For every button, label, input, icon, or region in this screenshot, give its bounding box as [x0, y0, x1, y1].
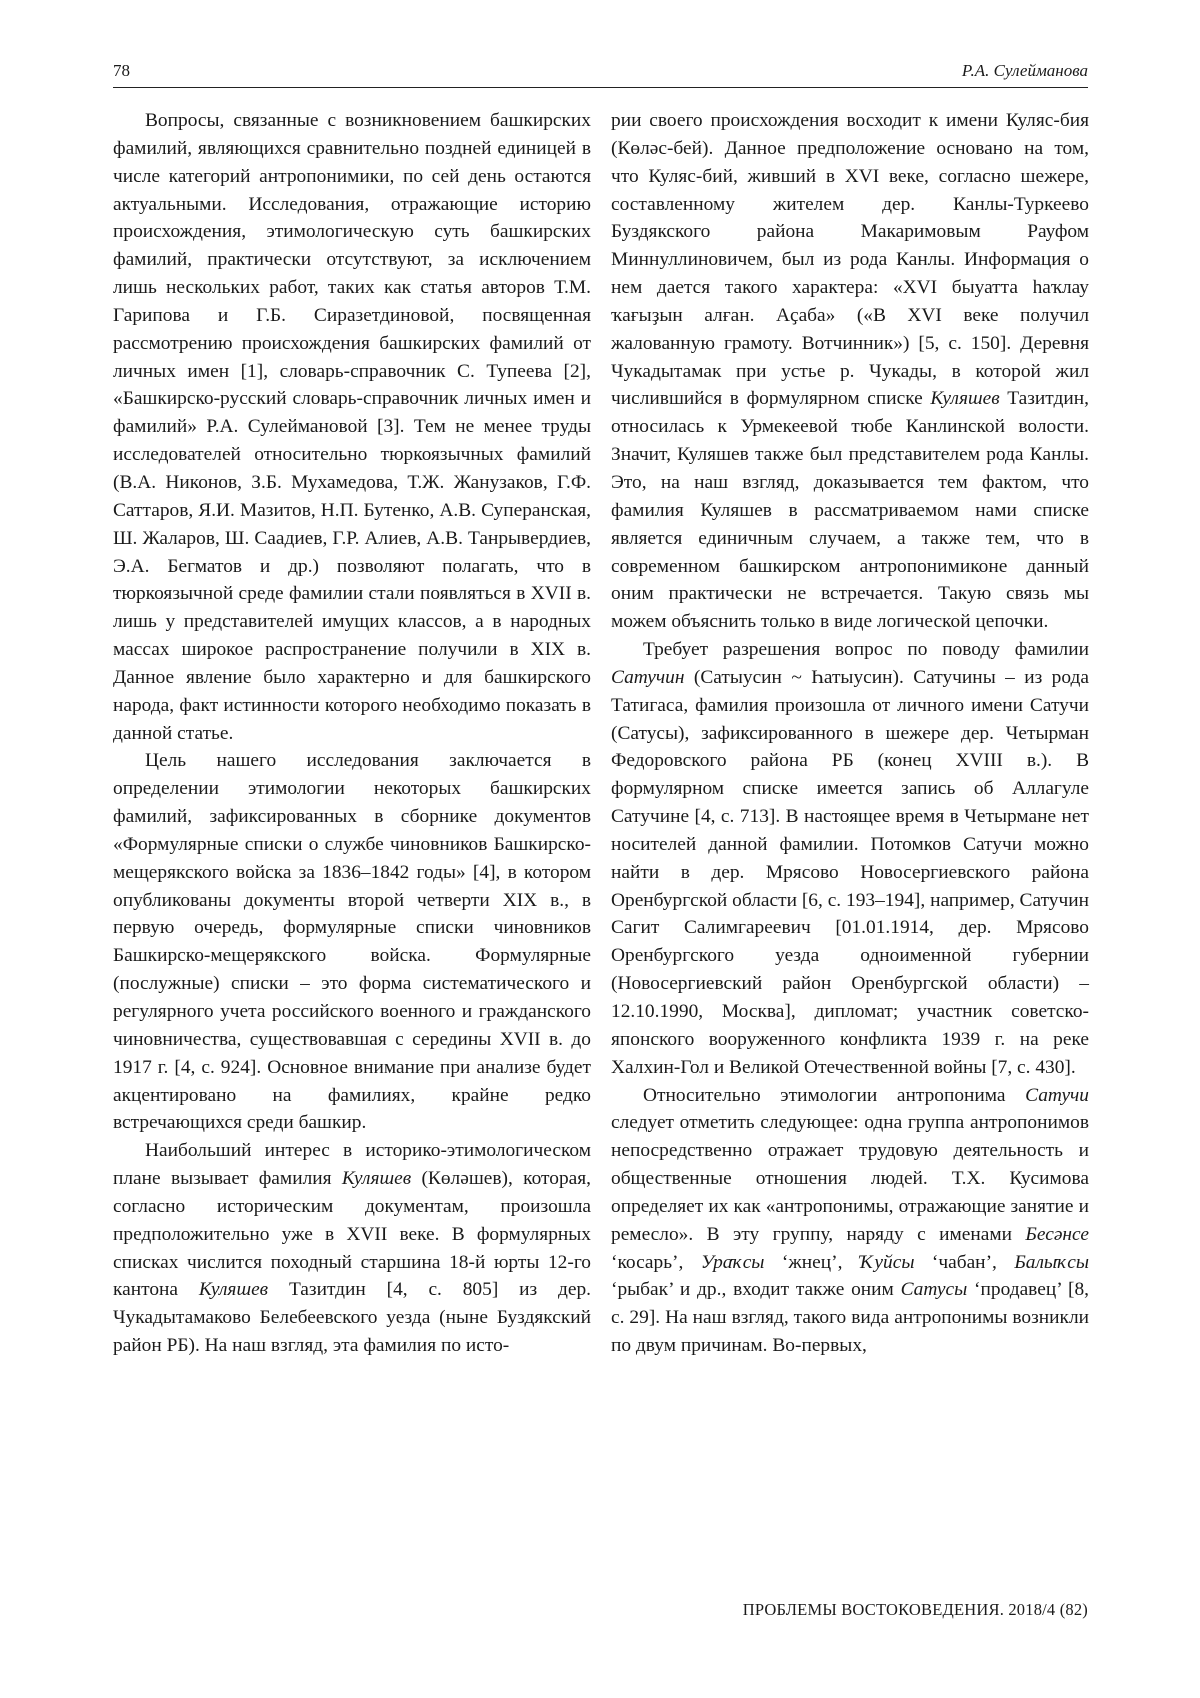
paragraph: Вопросы, связанные с возникновением башкирских фамилий, являющихся сравнительно поздней единицей в числе категорий антропонимики, по сей день остаются актуальными. Исследования, отражающие историю происхождения, этимологическую суть башкирских фамилий, практически отсутствуют, за исключением лишь нескольких работ, таких как статья авторов Т.М. Гарипова и Г.Б. Сиразетдиновой, посвященная рассмотрению происхождения башкирских фамилий от личных имен [1], словарь-справочник С. Тупеева [2], «Башкирско-русский словарь-справочник личных имен и фамилий» Р.А. Сулеймановой [3]. Тем не менее труды исследователей относительно тюркоязычных фамилий (В.А. Никонов, З.Б. Мухамедова, Т.Ж. Жанузаков, Г.Ф. Саттаров, Я.И. Мазитов, Н.П. Бутенко, А.В. Суперанская, Ш. Жаларов, Ш. Саадиев, Г.Р. Алиев, А.В. Танрывердиев, Э.А. Бегматов и др.) позволяют полагать, что в тюркоязычной среде фамилии стали появляться в XVII в. лишь у представителей имущих классов, а в народных массах широкое распространение получили в XIX в. Данное явление было характерно и для башкирского народа, факт истинности которого необходимо показать в данной статье.: [113, 110, 591, 744]
text-run: Относительно этимологии антропонима: [643, 1084, 1026, 1106]
paragraph: [611, 636, 1089, 1082]
left-column: [113, 107, 591, 1360]
right-column: [611, 107, 1089, 1360]
text-run: следует отметить следующее: одна группа антропонимов непосредственно отражает трудовую деятельность и общественные отношения людей. Т.Х. Кусимова определяет их как «антропонимы, отражающие занятие и ремесло». В эту группу, наряду с именами: [611, 1112, 1089, 1245]
name-italic: Ҡуйсы: [859, 1251, 915, 1273]
text-run: Требует разрешения вопрос по поводу фамилии: [643, 639, 1089, 661]
text-run: (Сатыусин ~ Һатыусин). Сатучины – из рода Татигаса, фамилия произошла от личного имени Сатучи (Сатусы), зафиксированного в шежере дер. Четырман Федоровского района РБ (конец XVIII в.). В формулярном списке имеется запись об Аллагуле Сатучине [4, с. 713]. В настоящее время в Четырмане нет носителей данной фамилии. Потомков Сатучи можно найти в дер. Мрясово Новосергиевского района Оренбургской области [6, с. 193–194], например, Сатучин Сагит Салимгареевич [01.01.1914, дер. Мрясово Оренбургского уезда одноименной губернии (Новосергиевский район Оренбургской области) – 12.10.1990, Москва], дипломат; участник советско-японского вооруженного конфликта 1939 г. на реке Халхин-Гол и Великой Отечественной войны [7, с. 430].: [611, 666, 1089, 1078]
name-italic: Ураҡсы: [700, 1251, 765, 1273]
text-run: Тазитдин, относилась к Урмекеевой тюбе Канлинской волости. Значит, Куляшев также был представителем рода Канлы. Это, на наш взгляд, доказывается тем фактом, что фамилия Куляшев в рассматриваемом нами списке является единичным случаем, а также тем, что в современном башкирском антропонимиконе данный оним практически не встречается. Такую связь мы можем объяснить только в виде логической цепочки.: [611, 388, 1089, 633]
text-run: ‘продавец’ [8, с. 29]. На наш взгляд, такого вида антропонимы возникли по двум причинам. Во-первых,: [611, 1279, 1089, 1357]
text-run: ‘чабан’,: [914, 1251, 1015, 1273]
name-italic: Сатусы: [900, 1279, 968, 1301]
paragraph-continued: [611, 107, 1089, 636]
running-head-author: Р.А. Сулейманова: [961, 61, 1088, 80]
text-run: (Көләшев), которая, согласно историческим документам, произошла предположительно уже в XVII веке. В формулярных списках числится походный старшина 18-й юрты 12-го кантона: [113, 1168, 592, 1301]
paragraph: [113, 1137, 591, 1360]
page-number: 78: [113, 61, 130, 80]
paragraph: [611, 1082, 1089, 1360]
paragraph: Цель нашего исследования заключается в определении этимологии некоторых башкирских фамилий, зафиксированных в сборнике документов «Формулярные списки о службе чиновников Башкирско-мещерякского войска за 1836–1842 годы» [4], в котором опубликованы документы второй четверти XIX в., в первую очередь, формулярные списки чиновников Башкирско-мещерякского войска. Формулярные (послужные) списки – это форма систематического и регулярного учета российского военного и гражданского чиновничества, существовавшая с середины XVII в. до 1917 г. [4, с. 924]. Основное внимание при анализе будет акцентировано на фамилиях, крайне редко встречающихся среди башкир.: [113, 750, 591, 1134]
surname-italic: Куляшев: [341, 1168, 412, 1190]
text-run: ‘косарь’,: [611, 1251, 701, 1273]
surname-italic: Куляшев: [198, 1279, 269, 1301]
surname-italic: Сатучин: [611, 666, 685, 688]
surname-italic: Куляшев: [930, 388, 1000, 410]
name-italic: Сатучи: [1025, 1084, 1089, 1106]
header-rule: [113, 87, 1088, 88]
text-run: Наибольший интерес в историко-этимологическом плане вызывает фамилия: [113, 1140, 591, 1190]
journal-footer: ПРОБЛЕМЫ ВОСТОКОВЕДЕНИЯ. 2018/4 (82): [742, 1600, 1088, 1619]
text-run: ‘жнец’,: [764, 1251, 860, 1273]
name-italic: Балыҡсы: [1014, 1251, 1089, 1273]
name-italic: Бесәнсе: [1025, 1223, 1089, 1245]
text-run: ‘рыбак’ и др., входит также оним: [611, 1279, 901, 1301]
text-run: Тазитдин [4, с. 805] из дер. Чукадытамаково Белебеевского уезда (ныне Буздякский район РБ). На наш взгляд, эта фамилия по исто-: [113, 1279, 591, 1357]
text-run: рии своего происхождения восходит к имени Куляс-бия (Көләс-бей). Данное предположение основано на том, что Куляс-бий, живший в XVI веке, согласно шежере, составленному жителем дер. Канлы-Туркеево Буздякского района Макаримовым Рауфом Миннуллиновичем, был из рода Канлы. Информация о нем дается такого характера: «XVI быуатта һаҡлау ҡағыҙын алған. Аҫаба» («В XVI веке получил жалованную грамоту. Вотчинник») [5, с. 150]. Деревня Чукадытамак при устье р. Чукады, в которой жил числившийся в формулярном списке: [611, 110, 1089, 410]
